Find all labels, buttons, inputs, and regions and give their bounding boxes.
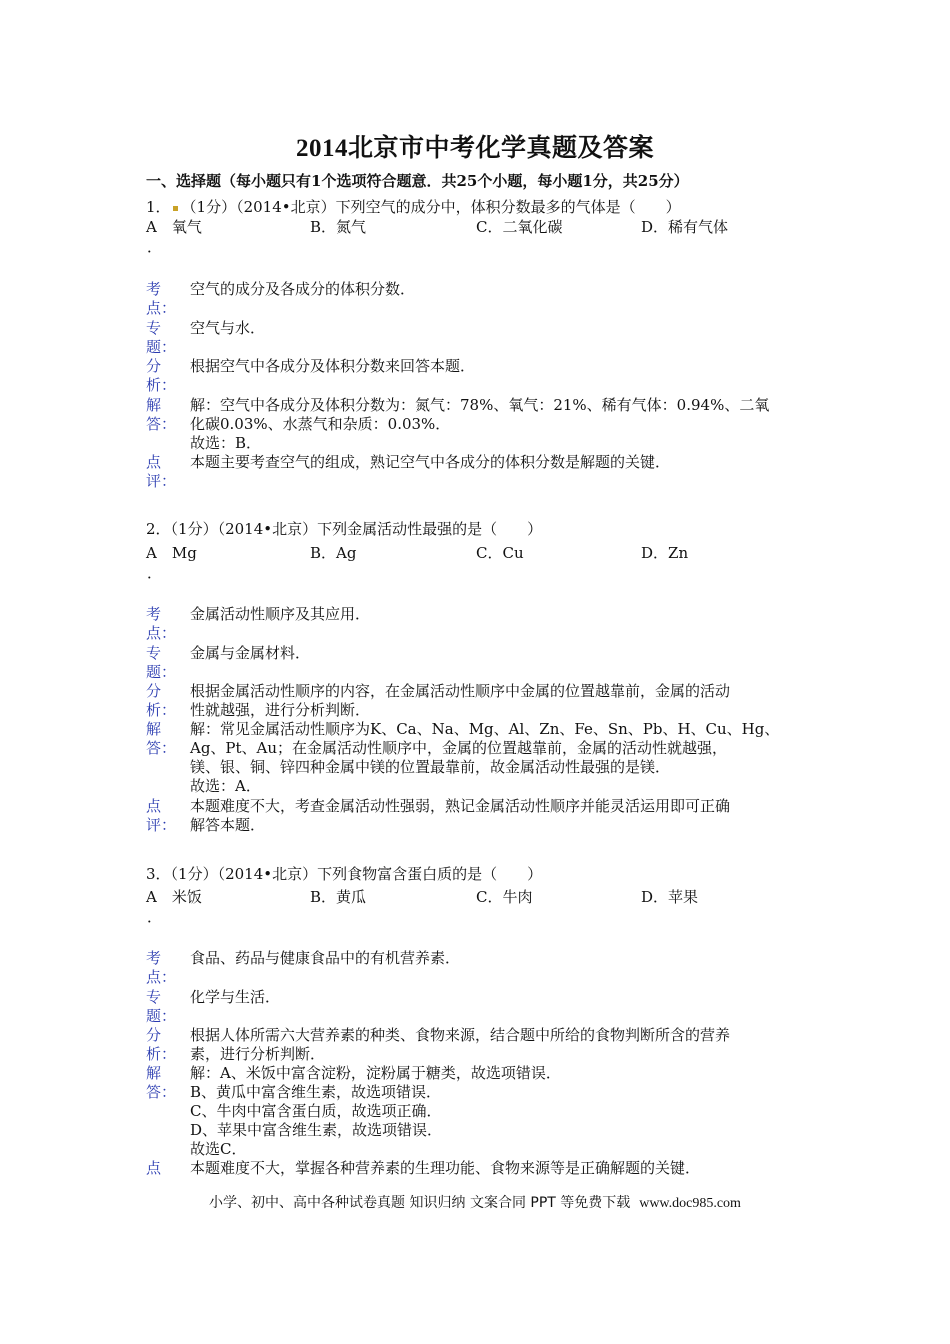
option-a: A 氧气 bbox=[146, 218, 202, 236]
option-c: C．牛肉 bbox=[476, 888, 533, 906]
option-d: D．稀有气体 bbox=[641, 218, 729, 236]
label-dianping: 点 bbox=[146, 1159, 162, 1177]
jieda-text: 解：空气中各成分及体积分数为：氮气：78%、氧气：21%、稀有气体：0.94%、二氧 化碳0.03%、水蒸气和杂质：0.03%． 故选：B． bbox=[190, 396, 770, 452]
option-b: B．氮气 bbox=[310, 218, 367, 236]
dianping-text: 本题主要考查空气的组成，熟记空气中各成分的体积分数是解题的关键． bbox=[190, 453, 671, 471]
question-stem bbox=[146, 518, 542, 539]
option-c: C．二氧化碳 bbox=[476, 218, 563, 236]
kaodian-text: 空气的成分及各成分的体积分数． bbox=[190, 280, 416, 298]
dianping-text: 本题难度不大，掌握各种营养素的生理功能、食物来源等是正确解题的关键． bbox=[190, 1159, 701, 1177]
question-text: （1分）（2014•北京）下列食物富含蛋白质的是（ ） bbox=[170, 865, 543, 883]
label-kaodian: 考 点： bbox=[146, 949, 177, 986]
label-kaodian: 考 点： bbox=[146, 605, 177, 642]
question-text: （1分）（2014•北京）下列金属活动性最强的是（ ） bbox=[170, 520, 543, 538]
question-stem bbox=[146, 196, 681, 217]
question-text: （1分）（2014•北京）下列空气的成分中，体积分数最多的气体是（ ） bbox=[181, 198, 681, 216]
zhuanti-text: 空气与水． bbox=[190, 319, 266, 337]
fenxi-text: 根据人体所需六大营养素的种类、食物来源，结合题中所给的食物判断所含的营养 素，进行分析判断． bbox=[190, 1026, 731, 1063]
option-dot: ． bbox=[147, 238, 163, 256]
option-b: B．黄瓜 bbox=[310, 888, 367, 906]
label-jieda: 解 答： bbox=[146, 396, 177, 433]
option-b: B．Ag bbox=[310, 544, 357, 562]
label-zhuanti: 专 题： bbox=[146, 644, 177, 681]
question-number: 1． bbox=[146, 198, 171, 216]
question-number: 2． bbox=[146, 520, 171, 538]
anchor-marker-icon bbox=[173, 206, 178, 211]
label-jieda: 解 答： bbox=[146, 1064, 177, 1101]
jieda-text: 解：常见金属活动性顺序为K、Ca、Na、Mg、Al、Zn、Fe、Sn、Pb、H、Cu、Hg、 Ag、Pt、Au；在金属活动性顺序中，金属的位置越靠前，金属的活动性就越强， 镁、银、铜、锌四种金属中镁的位置最靠前，故金属活动性最强的是镁． 故选：A． bbox=[190, 720, 780, 795]
question-number: 3． bbox=[146, 865, 171, 883]
kaodian-text: 食品、药品与健康食品中的有机营养素． bbox=[190, 949, 461, 967]
zhuanti-text: 化学与生活． bbox=[190, 988, 281, 1006]
label-fenxi: 分 析： bbox=[146, 1026, 177, 1063]
label-kaodian: 考 点： bbox=[146, 280, 177, 317]
label-zhuanti: 专 题： bbox=[146, 988, 177, 1025]
option-d: D．Zn bbox=[641, 544, 689, 562]
zhuanti-text: 金属与金属材料． bbox=[190, 644, 311, 662]
option-a: A Mg bbox=[146, 544, 197, 562]
label-dianping: 点 评： bbox=[146, 453, 177, 490]
option-dot: ． bbox=[147, 564, 163, 582]
fenxi-text: 根据空气中各成分及体积分数来回答本题． bbox=[190, 357, 476, 375]
label-fenxi: 分 析： bbox=[146, 357, 177, 394]
page-title: 2014北京市中考化学真题及答案 bbox=[295, 135, 654, 162]
option-d: D．苹果 bbox=[641, 888, 699, 906]
jieda-text: 解：A、米饭中富含淀粉，淀粉属于糖类，故选项错误． B、黄瓜中富含维生素，故选项错误． C、牛肉中富含蛋白质，故选项正确． D、苹果中富含维生素，故选项错误． 故选C． bbox=[190, 1064, 561, 1158]
footer-text: 小学、初中、高中各种试卷真题 知识归纳 文案合同 PPT 等免费下载 bbox=[209, 1195, 631, 1211]
option-dot: ． bbox=[147, 908, 163, 926]
label-dianping: 点 评： bbox=[146, 797, 177, 834]
question-stem bbox=[146, 863, 542, 884]
fenxi-text: 根据金属活动性顺序的内容，在金属活动性顺序中金属的位置越靠前，金属的活动 性就越强，进行分析判断． bbox=[190, 682, 731, 719]
option-a: A 米饭 bbox=[146, 888, 202, 906]
footer-link[interactable]: www.doc985.com bbox=[639, 1196, 741, 1211]
label-fenxi: 分 析： bbox=[146, 682, 177, 719]
option-c: C．Cu bbox=[476, 544, 524, 562]
kaodian-text: 金属活动性顺序及其应用． bbox=[190, 605, 371, 623]
section-heading: 一、选择题（每小题只有1个选项符合题意．共25个小题，每小题1分，共25分） bbox=[146, 172, 689, 190]
dianping-text: 本题难度不大，考查金属活动性强弱，熟记金属活动性顺序并能灵活运用即可正确 解答本题． bbox=[190, 797, 731, 834]
label-zhuanti: 专 题： bbox=[146, 319, 177, 356]
page-footer bbox=[0, 1192, 950, 1212]
label-jieda: 解 答： bbox=[146, 720, 177, 757]
